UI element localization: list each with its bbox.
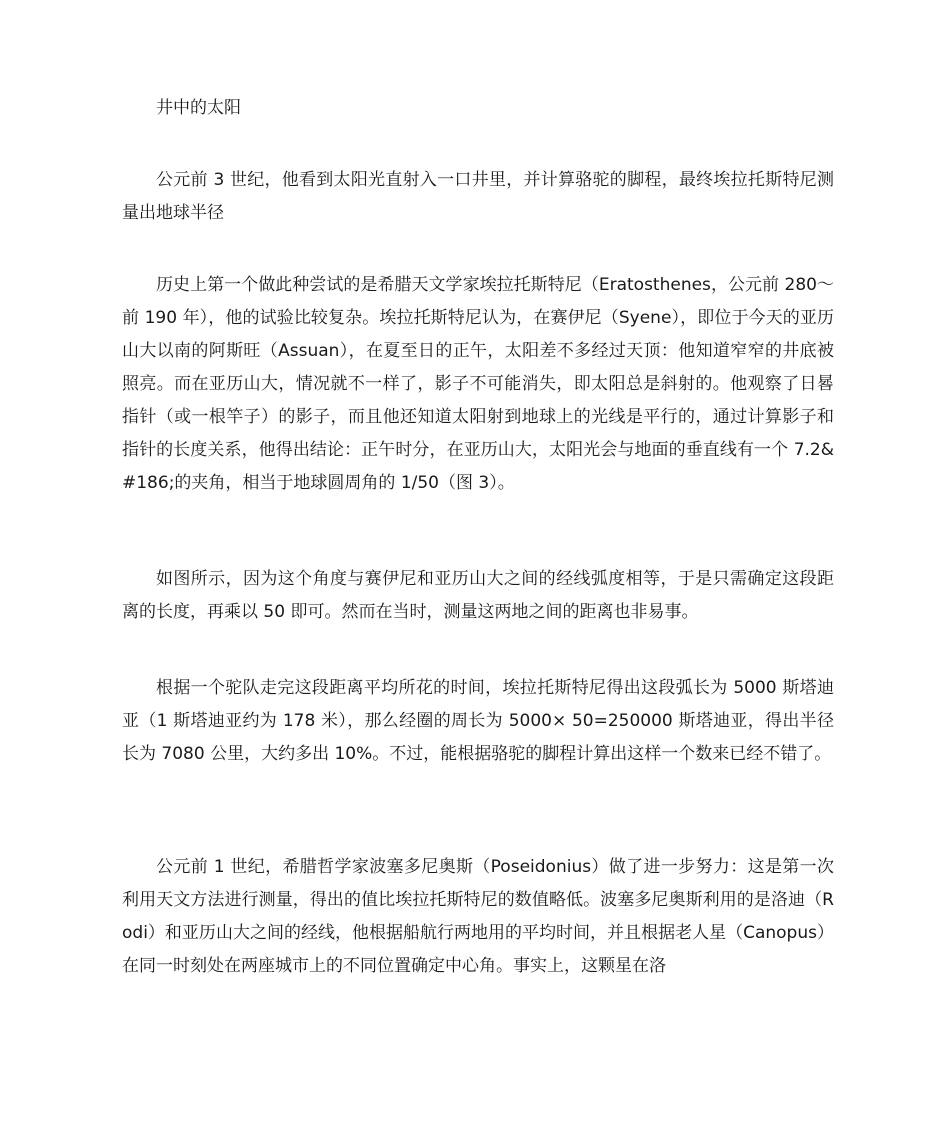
paragraph-figure-explanation: 如图所示，因为这个角度与赛伊尼和亚历山大之间的经线弧度相等，于是只需确定这段距离的长度，再乘以 50 即可。然而在当时，测量这两地之间的距离也非易事。 (122, 569, 834, 622)
paragraph-poseidonius: 公元前 1 世纪，希腊哲学家波塞多尼奥斯（Poseidonius）做了进一步努力：这是第一次利用天文方法进行测量，得出的值比埃拉托斯特尼的数值略低。波塞多尼奥斯利用的是洛迪（Rodi）和亚历山大之间的经线，他根据船航行两地用的平均时间，并且根据老人星（Canopus）在同一时刻处在两座城市上的不同位置确定中心角。事实上，这颗星在洛 (122, 857, 834, 976)
paragraph-intro: 公元前 3 世纪，他看到太阳光直射入一口井里，并计算骆驼的脚程，最终埃拉托斯特尼测量出地球半径 (122, 170, 834, 223)
document-title: 井中的太阳 (156, 98, 241, 118)
paragraph-camel-calculation: 根据一个驼队走完这段距离平均所花的时间，埃拉托斯特尼得出这段弧长为 5000 斯塔迪亚（1 斯塔迪亚约为 178 米），那么经圈的周长为 5000× 50=250000 斯塔迪亚，得出半径长为 7080 公里，大约多出 10%。不过，能根据骆驼的脚程计算出这样一个数来已经不错了。 (122, 678, 834, 764)
paragraph-history: 历史上第一个做此种尝试的是希腊天文学家埃拉托斯特尼（Eratosthenes，公元前 280～前 190 年），他的试验比较复杂。埃拉托斯特尼认为，在赛伊尼（Syene），即位于今天的亚历山大以南的阿斯旺（Assuan），在夏至日的正午，太阳差不多经过天顶：他知道窄窄的井底被照亮。而在亚历山大，情况就不一样了，影子不可能消失，即太阳总是斜射的。他观察了日晷指针（或一根竿子）的影子，而且他还知道太阳射到地球上的光线是平行的，通过计算影子和指针的长度关系，他得出结论：正午时分，在亚历山大，太阳光会与地面的垂直线有一个 7.2&#186;的夹角，相当于地球圆周角的 1/50（图 3）。 (122, 275, 834, 493)
